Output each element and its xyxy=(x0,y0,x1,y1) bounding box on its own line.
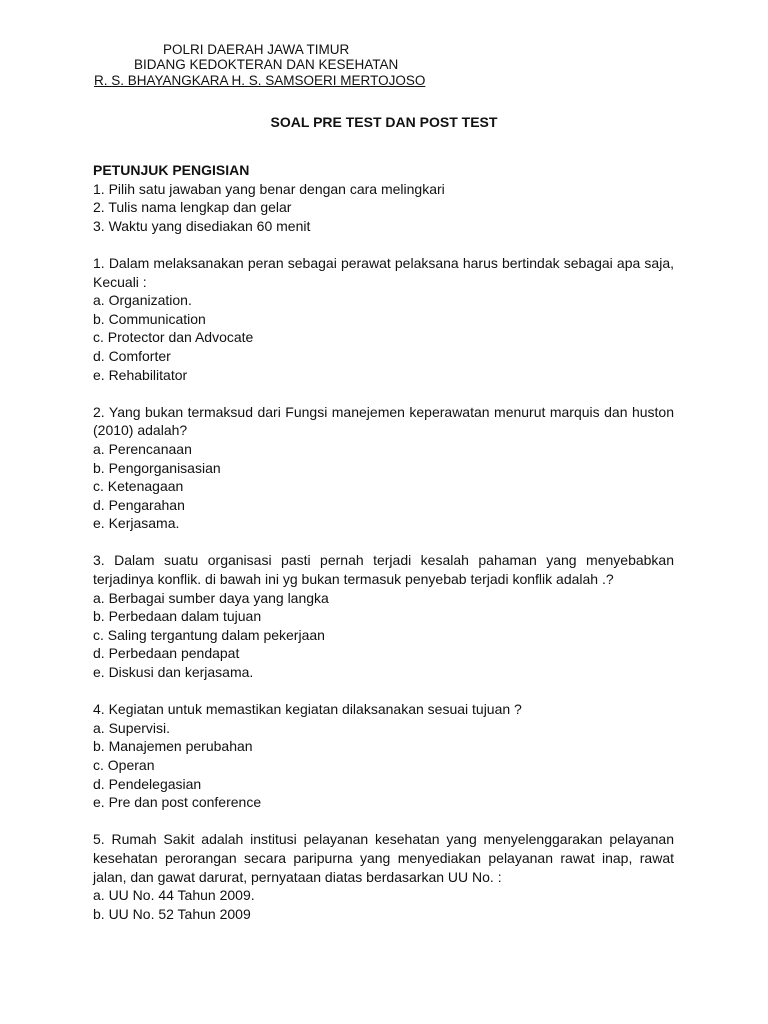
instructions-heading: PETUNJUK PENGISIAN xyxy=(93,162,250,178)
question-text: 2. Yang bukan termaksud dari Fungsi manejemen keperawatan menurut marquis dan huston (2010) adalah? xyxy=(93,403,674,439)
answer-option: c. Protector dan Advocate xyxy=(93,329,254,346)
instruction-item: 1. Pilih satu jawaban yang benar dengan cara melingkari xyxy=(93,180,445,197)
instruction-item: 2. Tulis nama lengkap dan gelar xyxy=(93,199,292,216)
answer-option: b. Manajemen perubahan xyxy=(93,738,253,755)
header-institution-line-1: POLRI DAERAH JAWA TIMUR xyxy=(163,42,350,57)
answer-option: b. Pengorganisasian xyxy=(93,459,221,476)
answer-option: e. Diskusi dan kerjasama. xyxy=(93,664,254,681)
answer-option: a. Perencanaan xyxy=(93,440,192,457)
answer-option: e. Pre dan post conference xyxy=(93,794,262,811)
answer-option: d. Pendelegasian xyxy=(93,775,202,792)
question-5 xyxy=(93,830,674,923)
answer-option: d. Perbedaan pendapat xyxy=(93,645,240,662)
answer-option: a. Berbagai sumber daya yang langka xyxy=(93,589,329,606)
answer-option: a. UU No. 44 Tahun 2009. xyxy=(93,887,255,904)
spacer xyxy=(93,384,674,403)
question-3 xyxy=(93,551,674,681)
answer-option: e. Kerjasama. xyxy=(93,515,180,532)
answer-option: d. Comforter xyxy=(93,347,171,364)
answer-option: c. Operan xyxy=(93,757,155,773)
document-body xyxy=(93,161,674,923)
spacer xyxy=(93,682,674,701)
spacer xyxy=(93,533,674,552)
question-1 xyxy=(93,254,674,384)
spacer xyxy=(93,235,674,254)
answer-option: c. Saling tergantung dalam pekerjaan xyxy=(93,626,325,643)
header-institution-line-3: R. S. BHAYANGKARA H. S. SAMSOERI MERTOJOSO xyxy=(94,73,426,88)
answer-option: b. UU No. 52 Tahun 2009 xyxy=(93,905,251,922)
question-4 xyxy=(93,700,674,812)
instruction-item: 3. Waktu yang disediakan 60 menit xyxy=(93,217,311,234)
answer-option: e. Rehabilitator xyxy=(93,366,188,383)
document-title: SOAL PRE TEST DAN POST TEST xyxy=(270,114,498,130)
answer-option: b. Communication xyxy=(93,310,206,327)
spacer xyxy=(93,812,674,831)
question-text: 5. Rumah Sakit adalah institusi pelayanan kesehatan yang menyelenggarakan pelayanan kesehatan perorangan secara paripurna yang menyediakan pelayanan rawat inap, rawat jalan, dan gawat darurat, pernyataan diatas berdasarkan UU No. : xyxy=(93,831,674,885)
answer-option: c. Ketenagaan xyxy=(93,478,184,495)
header-institution-line-2: BIDANG KEDOKTERAN DAN KESEHATAN xyxy=(134,57,399,72)
answer-option: b. Perbedaan dalam tujuan xyxy=(93,608,262,625)
question-text: 1. Dalam melaksanakan peran sebagai perawat pelaksana harus bertindak sebagai apa saja, Kecuali : xyxy=(93,254,674,290)
question-text: 4. Kegiatan untuk memastikan kegiatan dilaksanakan sesuai tujuan ? xyxy=(93,701,522,718)
question-2 xyxy=(93,403,674,533)
answer-option: a. Organization. xyxy=(93,292,192,309)
answer-option: d. Pengarahan xyxy=(93,496,185,513)
answer-option: a. Supervisi. xyxy=(93,719,171,736)
question-text: 3. Dalam suatu organisasi pasti pernah terjadi kesalah pahaman yang menyebabkan terjadinya konflik. di bawah ini yg bukan termasuk penyebab terjadi konflik adalah .? xyxy=(93,552,674,588)
